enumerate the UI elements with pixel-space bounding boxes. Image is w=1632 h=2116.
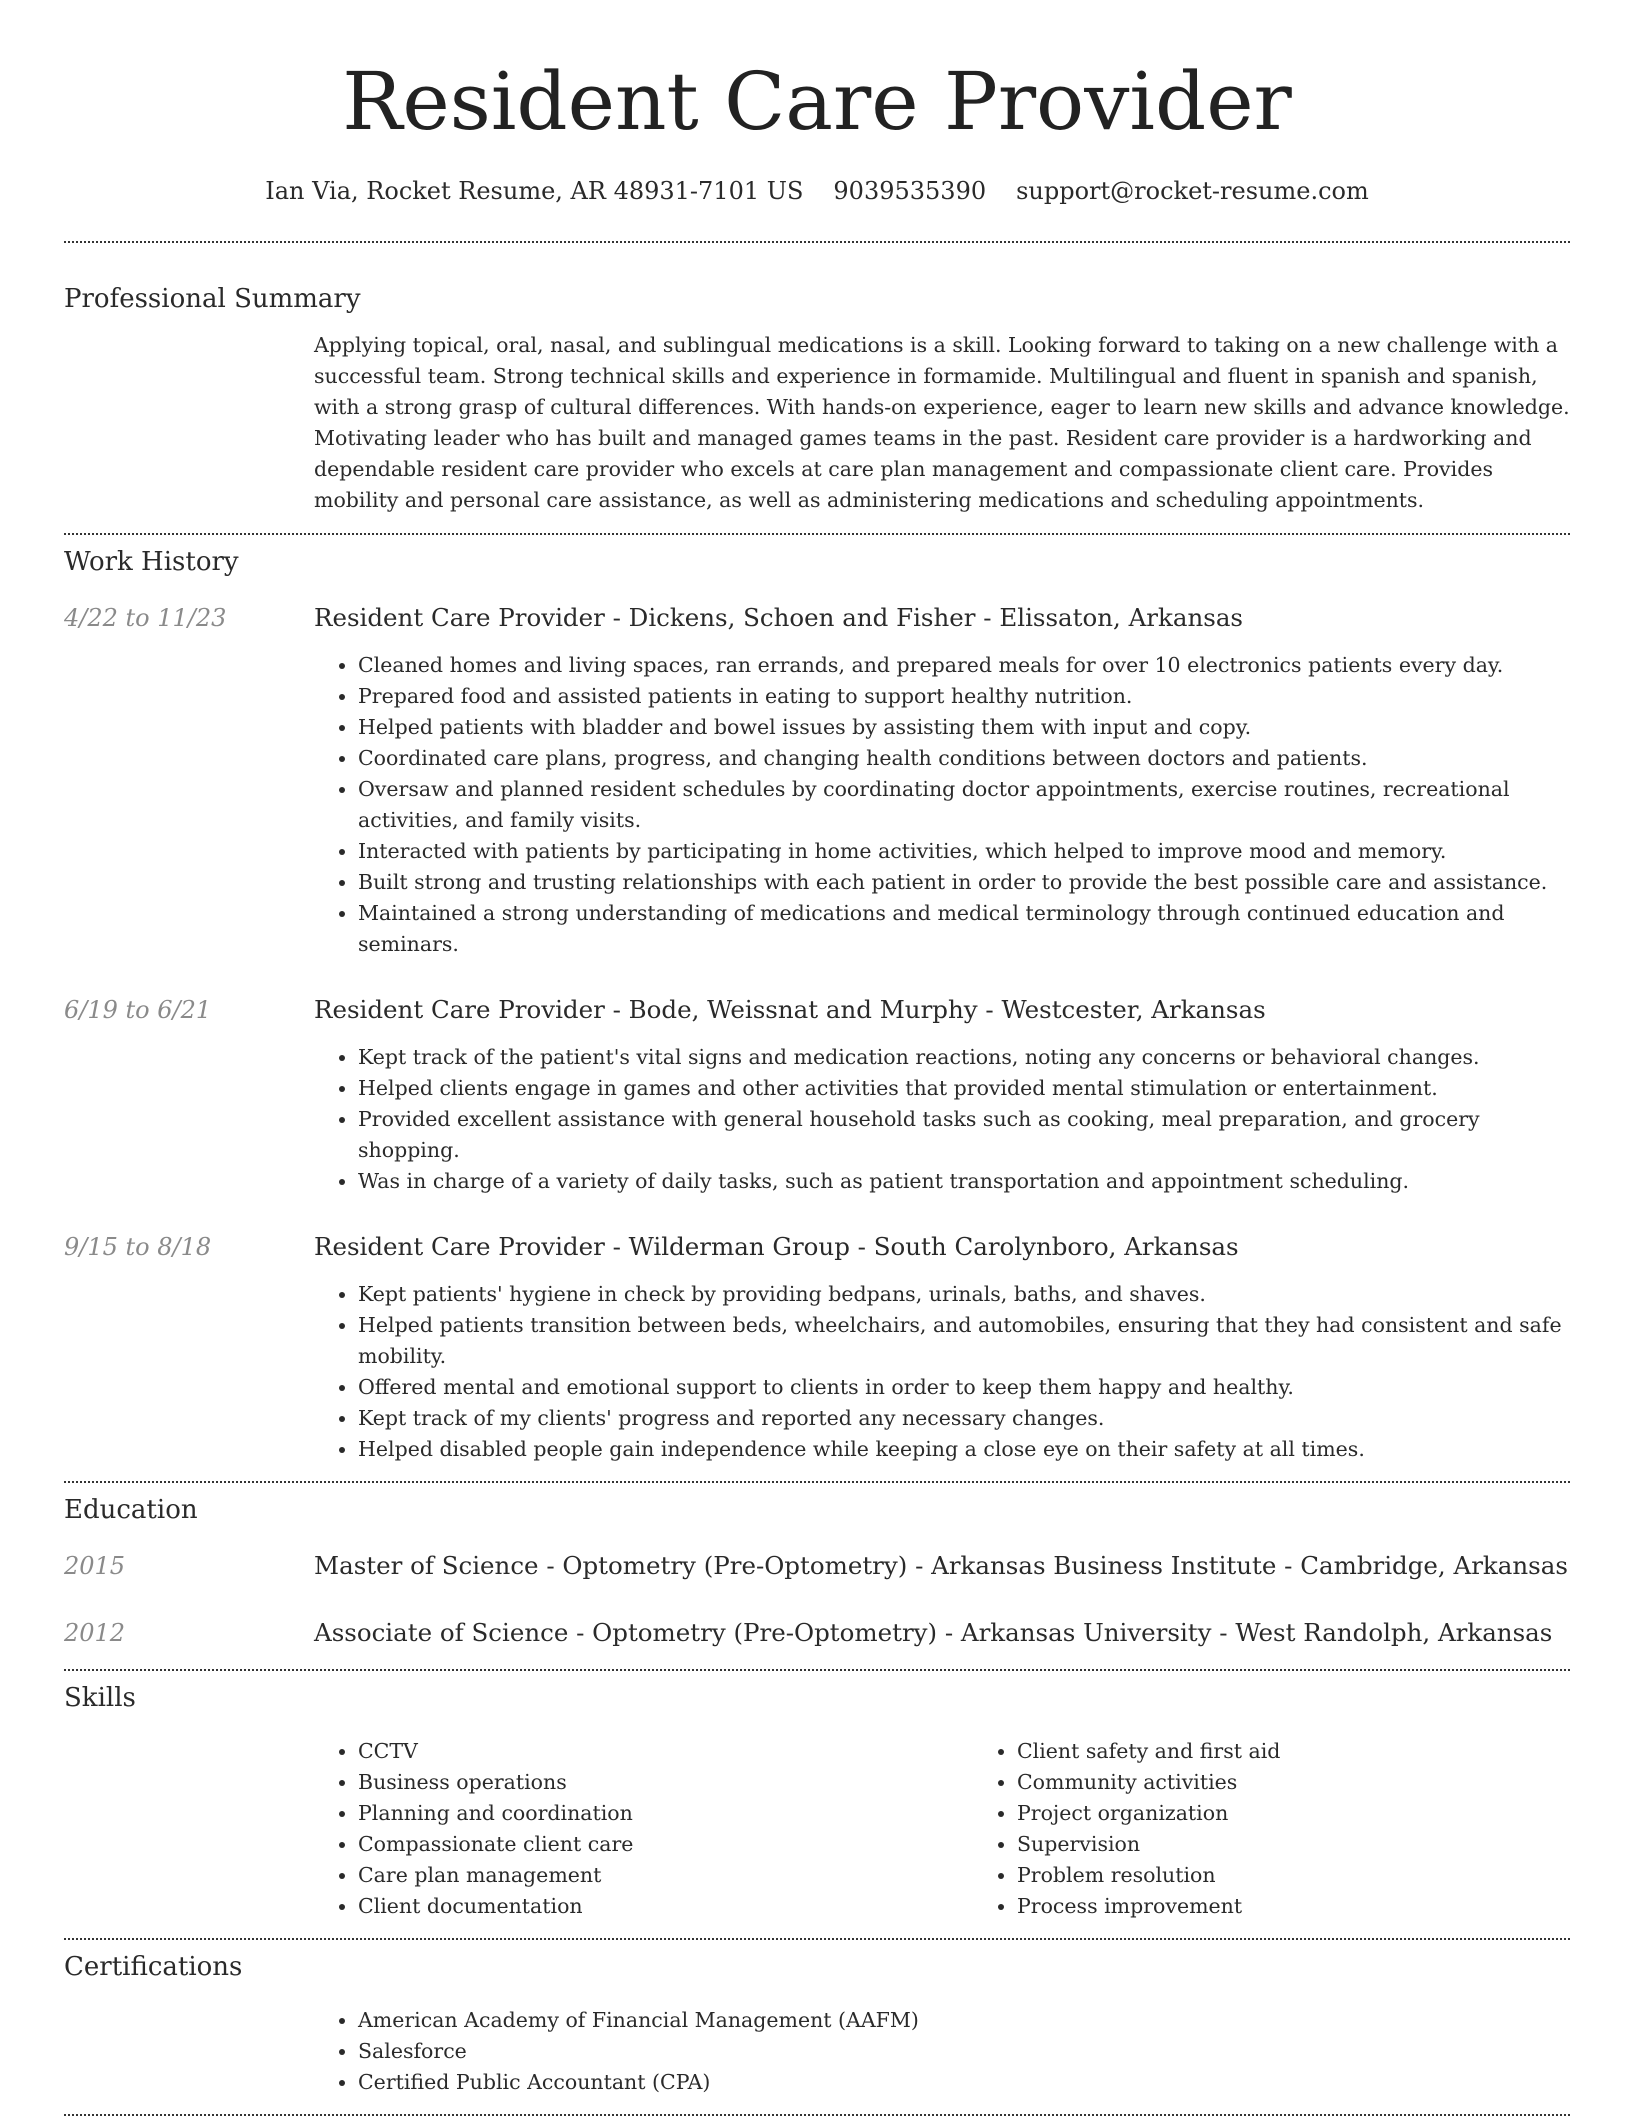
list-item: • Built strong and trusting relationships with each patient in order to provide the best possible care and assistance. (358, 867, 1570, 898)
education-entry (64, 1550, 1570, 1582)
section-title-skills: Skills (64, 1683, 136, 1713)
certifications-section (64, 1951, 1570, 2098)
contact-address: Ian Via, Rocket Resume, AR 48931-7101 US (265, 177, 804, 205)
list-item: • Client safety and first aid (1017, 1736, 1632, 1767)
list-item: • Certified Public Accountant (CPA) (358, 2067, 1570, 2098)
work-history-section (64, 546, 1570, 1465)
list-item: • Salesforce (358, 2036, 1570, 2067)
job-heading: Resident Care Provider - Dickens, Schoen and Fisher - Elissaton, Arkansas (314, 603, 1244, 632)
list-item: • Cleaned homes and living spaces, ran errands, and prepared meals for over 10 electronics patients every day. (358, 650, 1570, 681)
job-bullets (314, 1042, 1570, 1197)
list-item: • Oversaw and planned resident schedules by coordinating doctor appointments, exercise routines, recreational activities, and family visits. (358, 774, 1570, 836)
summary-text: Applying topical, oral, nasal, and sublingual medications is a skill. Looking forward to taking on a new challenge with a successful team. Strong technical skills and experience in formamide. Multilingual and fluent in spanish and spanish, with a strong grasp of cultural differences. With hands-on experience, eager to learn new skills and advance knowledge. Motivating leader who has built and managed games teams in the past. Resident care provider is a hardworking and dependable resident care provider who excels at care plan management and compassionate client care. Provides mobility and personal care assistance, as well as administering medications and scheduling appointments. (314, 333, 1570, 512)
divider (64, 1938, 1570, 1940)
list-item: • Helped patients transition between beds, wheelchairs, and automobiles, ensuring that they had consistent and safe mobility. (358, 1310, 1570, 1372)
job-entry (64, 994, 1570, 1197)
contact-email: support@rocket-resume.com (1016, 177, 1369, 205)
education-heading: Master of Science - Optometry (Pre-Optometry) - Arkansas Business Institute - Cambridge, Arkansas (314, 1551, 1568, 1580)
list-item: • Prepared food and assisted patients in eating to support healthy nutrition. (358, 681, 1570, 712)
job-heading: Resident Care Provider - Bode, Weissnat and Murphy - Westcester, Arkansas (314, 995, 1266, 1024)
education-entry (64, 1617, 1570, 1649)
job-bullets (314, 1279, 1570, 1465)
list-item: • Client documentation (358, 1891, 973, 1922)
skills-section (64, 1682, 1570, 1922)
certifications-list (314, 2005, 1570, 2098)
list-item: • CCTV (358, 1736, 973, 1767)
divider (64, 241, 1570, 243)
job-dates: 4/22 to 11/23 (64, 604, 227, 632)
divider (64, 1481, 1570, 1483)
list-item: • Process improvement (1017, 1891, 1632, 1922)
list-item: • Community activities (1017, 1767, 1632, 1798)
section-title-summary: Professional Summary (64, 284, 361, 314)
summary-section (64, 283, 1570, 516)
contact-phone: 9039535390 (833, 177, 987, 205)
education-section (64, 1494, 1570, 1649)
list-item: • Was in charge of a variety of daily tasks, such as patient transportation and appointment scheduling. (358, 1166, 1570, 1197)
list-item: • Problem resolution (1017, 1860, 1632, 1891)
job-bullets (314, 650, 1570, 960)
job-dates: 6/19 to 6/21 (64, 996, 212, 1024)
section-title-work: Work History (64, 547, 239, 577)
education-year: 2012 (64, 1619, 126, 1647)
job-entry (64, 1231, 1570, 1465)
list-item: • Helped clients engage in games and other activities that provided mental stimulation or entertainment. (358, 1073, 1570, 1104)
education-year: 2015 (64, 1552, 126, 1580)
list-item: • Supervision (1017, 1829, 1632, 1860)
list-item: • Helped patients with bladder and bowel issues by assisting them with input and copy. (358, 712, 1570, 743)
list-item: • Helped disabled people gain independence while keeping a close eye on their safety at all times. (358, 1434, 1570, 1465)
list-item: • Kept patients' hygiene in check by providing bedpans, urinals, baths, and shaves. (358, 1279, 1570, 1310)
list-item: • American Academy of Financial Management (AAFM) (358, 2005, 1570, 2036)
list-item: • Kept track of the patient's vital signs and medication reactions, noting any concerns or behavioral changes. (358, 1042, 1570, 1073)
education-heading: Associate of Science - Optometry (Pre-Optometry) - Arkansas University - West Randolph, Arkansas (314, 1618, 1553, 1647)
skills-list-left (314, 1736, 973, 1922)
job-dates: 9/15 to 8/18 (64, 1233, 212, 1261)
list-item: • Kept track of my clients' progress and reported any necessary changes. (358, 1403, 1570, 1434)
divider (64, 1669, 1570, 1671)
list-item: • Provided excellent assistance with general household tasks such as cooking, meal preparation, and grocery shopping. (358, 1104, 1570, 1166)
list-item: • Compassionate client care (358, 1829, 973, 1860)
list-item: • Maintained a strong understanding of medications and medical terminology through continued education and seminars. (358, 898, 1570, 960)
list-item: • Care plan management (358, 1860, 973, 1891)
skills-list-right (973, 1736, 1632, 1922)
section-title-certifications: Certifications (64, 1952, 243, 1982)
list-item: • Interacted with patients by participating in home activities, which helped to improve mood and memory. (358, 836, 1570, 867)
list-item: • Planning and coordination (358, 1798, 973, 1829)
divider (64, 533, 1570, 535)
job-entry (64, 602, 1570, 960)
list-item: • Project organization (1017, 1798, 1632, 1829)
list-item: • Coordinated care plans, progress, and changing health conditions between doctors and patients. (358, 743, 1570, 774)
list-item: • Offered mental and emotional support to clients in order to keep them happy and healthy. (358, 1372, 1570, 1403)
page-title: Resident Care Provider (342, 55, 1292, 148)
list-item: • Business operations (358, 1767, 973, 1798)
job-heading: Resident Care Provider - Wilderman Group - South Carolynboro, Arkansas (314, 1232, 1239, 1261)
section-title-education: Education (64, 1495, 198, 1525)
contact-line (64, 176, 1570, 206)
